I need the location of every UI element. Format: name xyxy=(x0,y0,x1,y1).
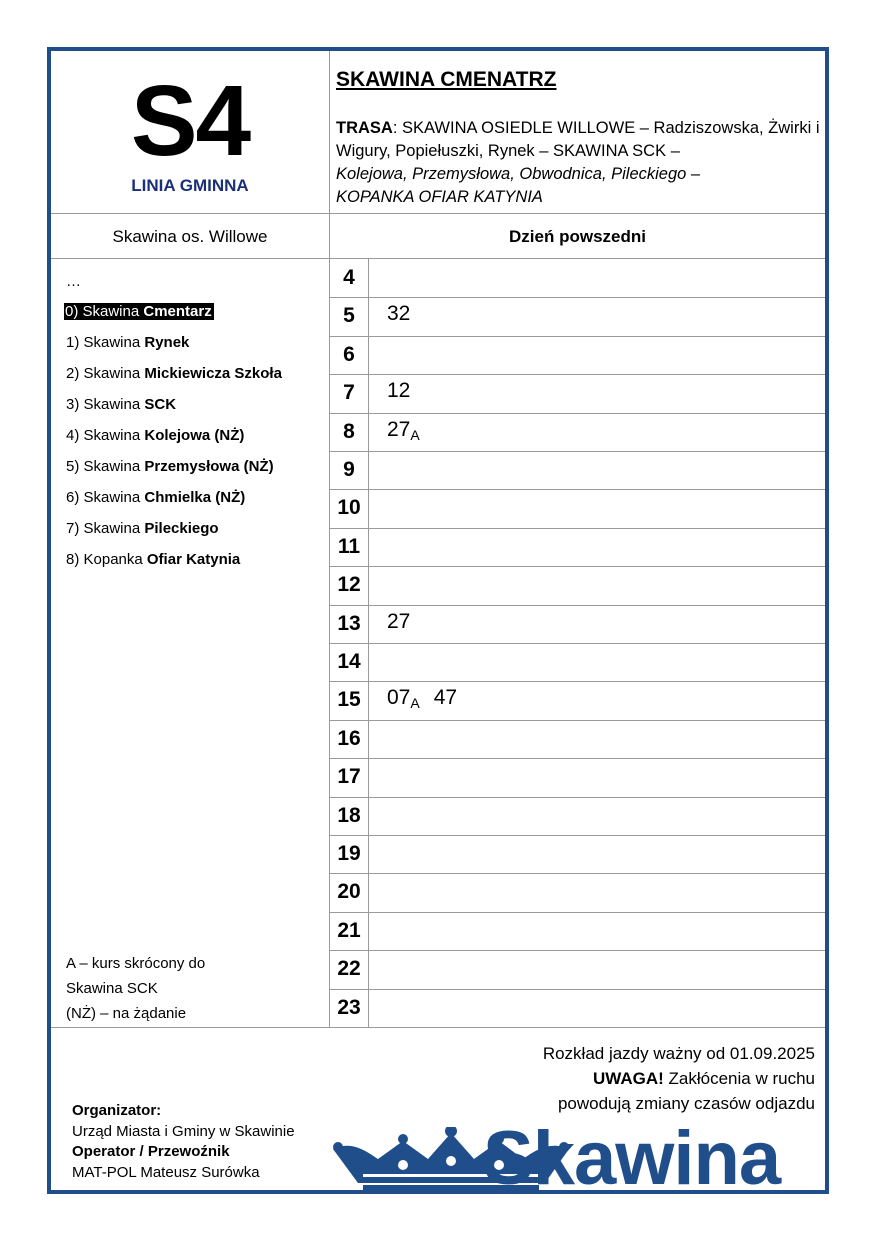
line-type: LINIA GMINNA xyxy=(131,176,249,195)
hour-label: 4 xyxy=(343,266,355,289)
hour-label: 15 xyxy=(337,688,361,712)
stop-item: 6) Skawina Chmielka (NŻ) xyxy=(66,489,246,506)
hour-row-divider xyxy=(330,758,825,759)
validity-note xyxy=(543,1041,815,1116)
stop-item: 5) Skawina Przemysłowa (NŻ) xyxy=(66,458,274,475)
line-number: S4 xyxy=(130,65,250,177)
direction-header: Skawina os. Willowe xyxy=(112,227,268,246)
table-bottom-rule xyxy=(51,1027,825,1028)
logo-text: Skawina xyxy=(483,1116,781,1201)
minute-value: 07 xyxy=(387,686,411,710)
hour-row-divider xyxy=(330,566,825,567)
warning-text: UWAGA! Zakłócenia w ruchu xyxy=(592,1069,815,1088)
day-type-header: Dzień powszedni xyxy=(509,227,646,246)
hour-row-divider xyxy=(330,720,825,721)
minute-value: 27 xyxy=(387,417,411,441)
operator-name: MAT-POL Mateusz Surówka xyxy=(72,1163,260,1181)
route-part-3: KOPANKA OFIAR KATYNIA xyxy=(336,188,543,206)
hour-row-divider xyxy=(330,451,825,452)
hour-row-divider xyxy=(330,681,825,682)
hour-row-divider xyxy=(330,797,825,798)
organizer-label: Organizator: xyxy=(72,1102,162,1119)
stop-item: 4) Skawina Kolejowa (NŻ) xyxy=(66,427,245,444)
course-mark: A xyxy=(410,695,420,712)
hour-label: 7 xyxy=(343,381,355,405)
legend-line: A – kurs skrócony do xyxy=(66,955,206,972)
hour-label: 20 xyxy=(337,880,361,904)
hour-label: 16 xyxy=(337,726,361,750)
stop-item-current: 0) Skawina Cmentarz xyxy=(65,303,212,320)
hour-label: 17 xyxy=(337,765,361,789)
hour-row-divider xyxy=(330,489,825,490)
hour-row-divider xyxy=(330,297,825,298)
stop-item: 3) Skawina SCK xyxy=(66,396,177,413)
timetable-frame xyxy=(47,47,829,1201)
route-label: TRASA xyxy=(336,119,393,137)
stop-title: SKAWINA CMENATRZ xyxy=(336,68,557,91)
hour-label: 23 xyxy=(337,995,361,1019)
hour-row-divider xyxy=(330,528,825,529)
hour-row-divider xyxy=(330,413,825,414)
skawina-logo xyxy=(333,1116,833,1201)
organizer-info xyxy=(72,1101,295,1183)
validity-date: Rozkład jazdy ważny od 01.09.2025 xyxy=(542,1044,815,1063)
stop-item: 1) Skawina Rynek xyxy=(66,334,190,351)
hour-label: 12 xyxy=(337,573,361,597)
hour-label: 11 xyxy=(337,534,361,558)
hour-row-divider xyxy=(330,989,825,990)
minute-value: 32 xyxy=(387,302,411,326)
hour-label: 5 xyxy=(343,304,355,328)
hour-label: 19 xyxy=(337,842,361,865)
legend xyxy=(66,951,205,1026)
course-mark: A xyxy=(410,426,420,443)
route-part-2: Kolejowa, Przemysłowa, Obwodnica, Pileckiego – xyxy=(336,165,701,183)
departure-minutes xyxy=(387,610,424,635)
stop-item: 8) Kopanka Ofiar Katynia xyxy=(66,551,241,568)
hour-row-divider xyxy=(330,374,825,375)
minute-value: 47 xyxy=(433,686,458,710)
minute-value: 27 xyxy=(387,609,411,633)
legend-line: (NŻ) – na żądanie xyxy=(66,1005,187,1022)
departure-minutes xyxy=(387,302,424,327)
hour-label: 14 xyxy=(337,650,361,673)
warning-text-2: powodują zmiany czasów odjazdu xyxy=(557,1094,815,1113)
organizer-name: Urząd Miasta i Gminy w Skawinie xyxy=(72,1122,295,1140)
hour-row-divider xyxy=(330,950,825,951)
departure-minutes xyxy=(387,686,457,711)
hour-row-divider xyxy=(330,835,825,836)
hour-row-divider xyxy=(330,605,825,606)
hour-label: 21 xyxy=(337,918,361,942)
legend-line: Skawina SCK xyxy=(66,980,158,997)
route-description xyxy=(336,117,826,209)
hour-label: 22 xyxy=(337,957,361,981)
hour-row-divider xyxy=(330,912,825,913)
hour-label: 18 xyxy=(337,803,361,827)
stop-item: 7) Skawina Pileckiego xyxy=(66,520,219,537)
hour-label: 9 xyxy=(343,458,355,481)
hour-row-divider xyxy=(330,873,825,874)
operator-label: Operator / Przewoźnik xyxy=(72,1143,230,1160)
route-part-1: : SKAWINA OSIEDLE WILLOWE – Radziszowska, Żwirki i Wigury, Popiełuszki, Rynek – SKAWINA SCK – xyxy=(336,119,820,160)
hour-label: 10 xyxy=(337,496,361,520)
hour-row-divider xyxy=(330,643,825,644)
column-header-rule xyxy=(51,258,825,259)
hour-label: 13 xyxy=(337,611,361,635)
hour-label: 6 xyxy=(343,342,355,366)
stop-item: 2) Skawina Mickiewicza Szkoła xyxy=(66,365,282,382)
minute-value: 12 xyxy=(387,379,411,403)
header-bottom-rule xyxy=(51,213,825,214)
departure-minutes xyxy=(387,379,424,404)
hour-row-divider xyxy=(330,336,825,337)
hour-label: 8 xyxy=(343,419,355,443)
stop-item: … xyxy=(66,273,81,290)
departure-minutes xyxy=(387,418,434,443)
